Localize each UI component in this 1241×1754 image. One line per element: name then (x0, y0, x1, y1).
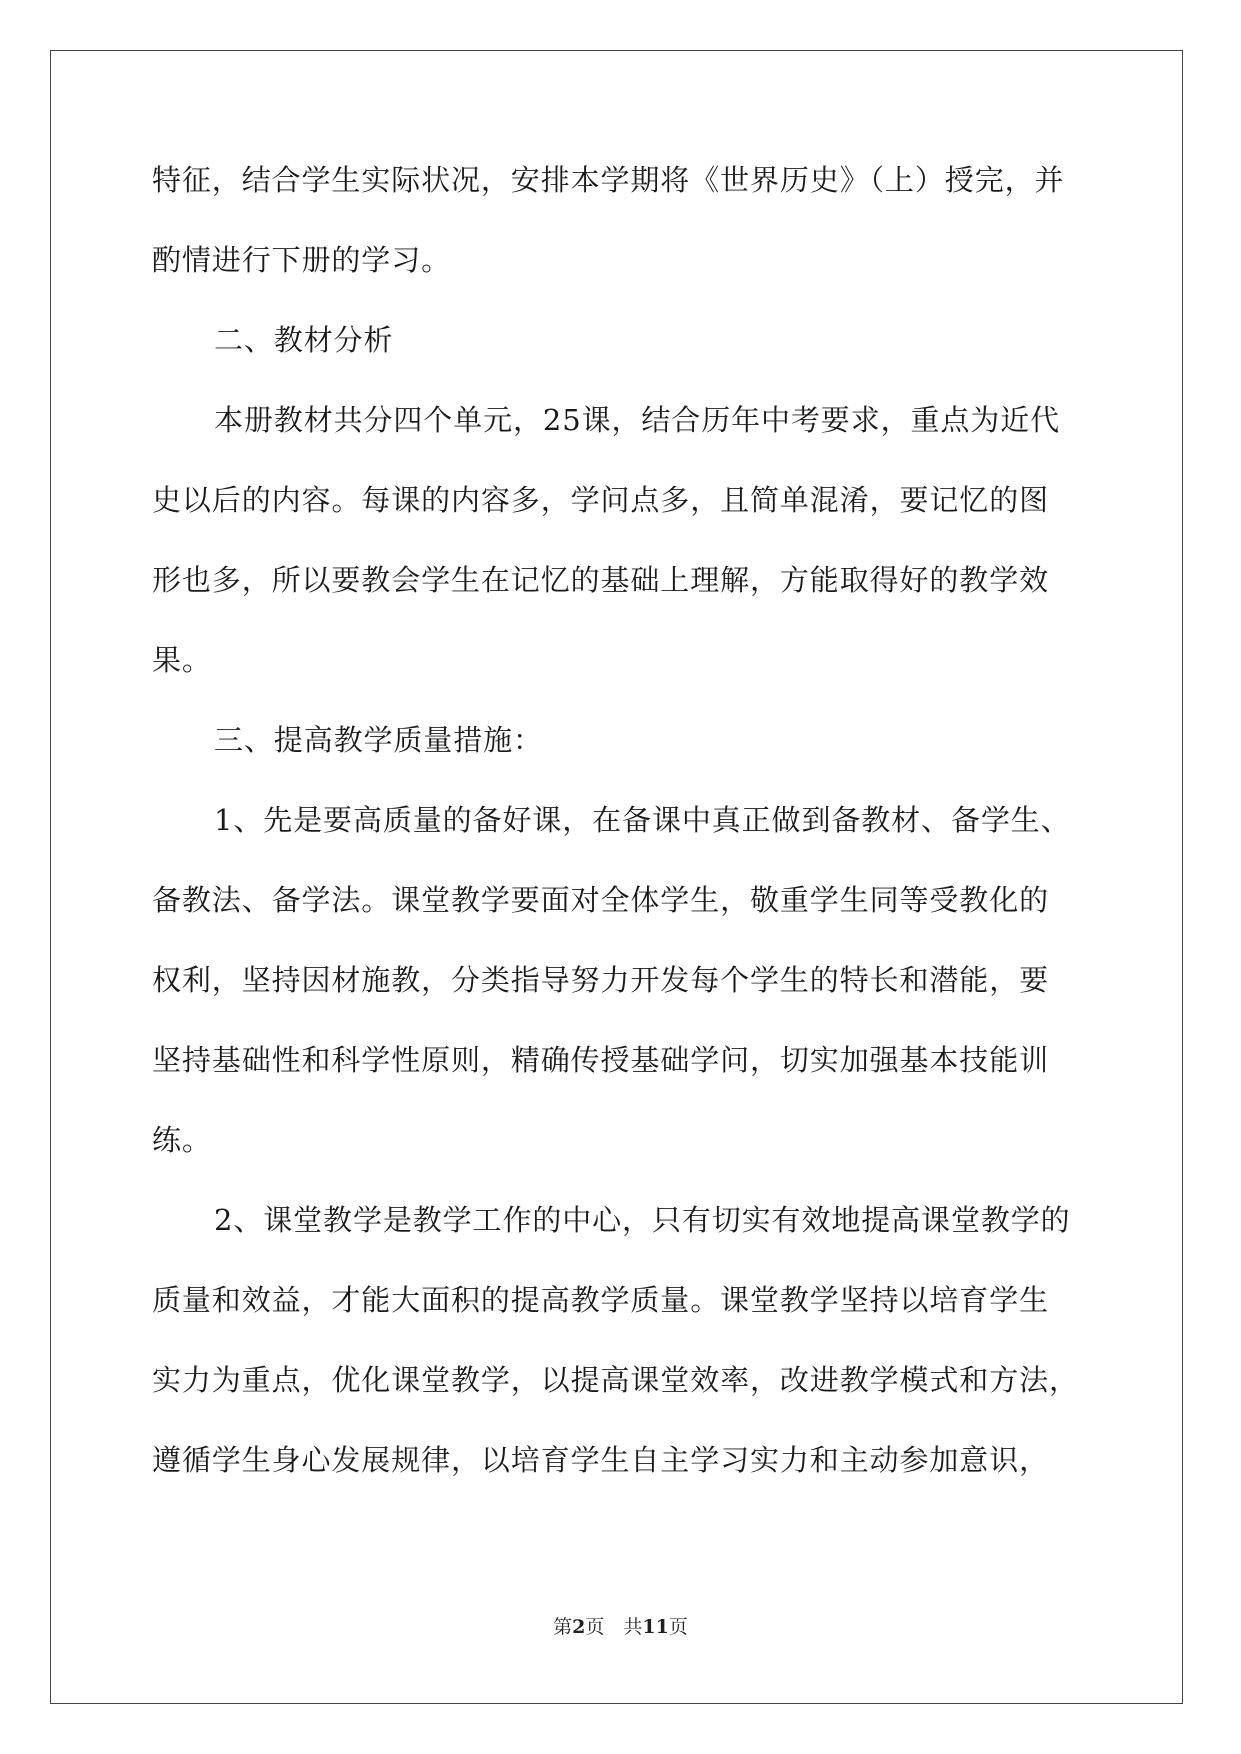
text-line: 权利，坚持因材施教，分类指导努力开发每个学生的特长和潜能，要 (152, 963, 1050, 997)
document-body (152, 160, 1092, 1520)
text-line: 坚持基础性和科学性原则，精确传授基础学问，切实加强基本技能训 (152, 1043, 1050, 1077)
section-heading: 三、提高教学质量措施： (214, 723, 543, 757)
text-line: 酌情进行下册的学习。 (152, 243, 452, 277)
text-line: 遵循学生身心发展规律，以培育学生自主学习实力和主动参加意识， (152, 1443, 1050, 1477)
section-heading: 二、教材分析 (214, 323, 394, 357)
text-line: 质量和效益，才能大面积的提高教学质量。课堂教学坚持以培育学生 (152, 1283, 1050, 1317)
text-line: 本册教材共分四个单元，25课，结合历年中考要求，重点为近代 (214, 403, 1061, 437)
text-line: 果。 (152, 643, 212, 677)
text-line: 特征，结合学生实际状况，安排本学期将《世界历史》（上）授完，并 (152, 163, 1065, 197)
text-line: 形也多，所以要教会学生在记忆的基础上理解，方能取得好的教学效 (152, 563, 1050, 597)
text-line: 2、课堂教学是教学工作的中心，只有切实有效地提高课堂教学的 (214, 1203, 1071, 1237)
footer-prefix: 第 (553, 1616, 573, 1638)
footer-middle: 页 共 (585, 1616, 643, 1638)
text-line: 练。 (152, 1123, 212, 1157)
footer-suffix: 页 (668, 1616, 688, 1638)
total-page-count: 11 (642, 1616, 669, 1638)
text-line: 实力为重点，优化课堂教学，以提高课堂效率，改进教学模式和方法， (152, 1363, 1079, 1397)
text-line: 备教法、备学法。课堂教学要面对全体学生，敬重学生同等受教化的 (152, 883, 1050, 917)
page-footer (0, 1612, 1241, 1639)
text-line: 史以后的内容。每课的内容多，学问点多，且简单混淆，要记忆的图 (152, 483, 1050, 517)
text-line: 1、先是要高质量的备好课，在备课中真正做到备教材、备学生、 (214, 803, 1071, 837)
current-page-number: 2 (572, 1616, 586, 1638)
